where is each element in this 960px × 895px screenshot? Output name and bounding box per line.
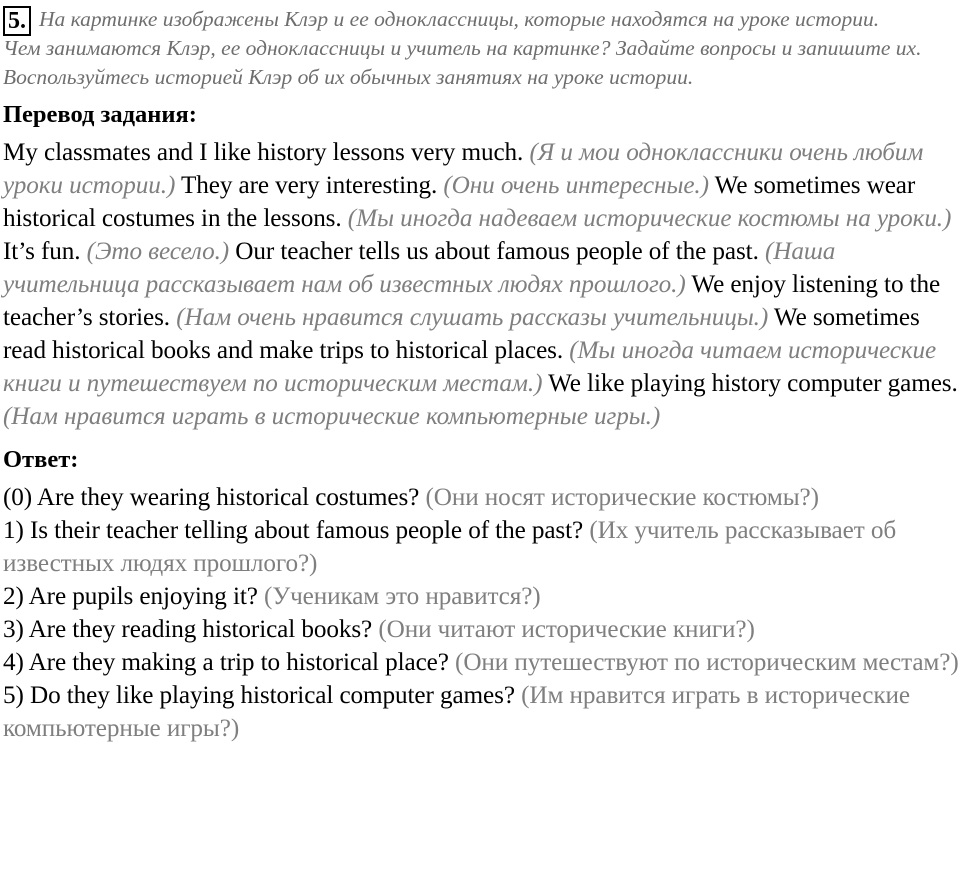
translation-ru-4: (Наша учительница рассказывает нам об известных людях прошлого.) <box>3 238 836 298</box>
translation-en-0: My classmates and I like history lessons very much. <box>3 139 524 166</box>
answer-en-3: 3) Are they reading historical books? <box>3 616 373 643</box>
answer-en-1: 1) Is their teacher telling about famous people of the past? <box>3 517 584 544</box>
answer-en-4: 4) Are they making a trip to historical place? <box>3 649 449 676</box>
translation-ru-0: (Я и мои одноклассники очень любим уроки истории.) <box>3 139 924 199</box>
answer-en-0: (0) Are they wearing historical costumes? <box>3 484 420 511</box>
translation-en-7: We like playing history computer games. <box>548 370 958 397</box>
answer-item-1 <box>3 514 959 580</box>
translation-ru-7: (Нам нравится играть в исторические компьютерные игры.) <box>3 403 661 430</box>
answer-item-2 <box>3 580 959 613</box>
answer-heading: Ответ: <box>3 446 79 473</box>
answer-item-5 <box>3 679 959 745</box>
translation-ru-6: (Мы иногда читаем исторические книги и путешествуем по историческим местам.) <box>3 337 937 397</box>
answer-ru-3: (Они читают исторические книги?) <box>378 616 755 643</box>
translation-ru-3: (Это весело.) <box>86 238 230 265</box>
task-text-part2: Чем занимаются Клэр, ее одноклассницы и учитель на картинке? Задайте вопросы и запишите их. Воспользуйтесь историей Клэр об их обычных занятиях на уроке истории. <box>3 36 922 89</box>
translation-en-1: They are very interesting. <box>180 172 438 199</box>
answer-list <box>3 481 959 745</box>
answer-item-4 <box>3 646 959 679</box>
task-text-part1: На картинке изображены Клэр и ее одноклассницы, которые находятся на уроке истории. <box>39 7 880 31</box>
answer-ru-0: (Они носят исторические костюмы?) <box>425 484 819 511</box>
answer-item-0 <box>3 481 959 514</box>
answer-en-2: 2) Are pupils enjoying it? <box>3 583 258 610</box>
translation-ru-5: (Нам очень нравится слушать рассказы учительницы.) <box>176 304 769 331</box>
task-number-badge: 5. <box>3 6 31 36</box>
answer-ru-2: (Ученикам это нравится?) <box>264 583 541 610</box>
answer-ru-4: (Они путешествуют по историческим местам?) <box>455 649 959 676</box>
answer-en-5: 5) Do they like playing historical computer games? <box>3 682 515 709</box>
task-instruction <box>3 4 959 92</box>
translation-en-2: We sometimes wear historical costumes in the lessons. <box>3 172 916 232</box>
translation-en-3: It’s fun. <box>3 238 81 265</box>
translation-en-4: Our teacher tells us about famous people of the past. <box>235 238 759 265</box>
answer-ru-5: (Им нравится играть в исторические компьютерные игры?) <box>3 682 910 742</box>
translation-ru-2: (Мы иногда надеваем исторические костюмы на уроки.) <box>347 205 952 232</box>
answer-ru-1: (Их учитель рассказывает об известных людях прошлого?) <box>3 517 897 577</box>
translation-en-6: We sometimes read historical books and make trips to historical places. <box>3 304 920 364</box>
translation-heading: Перевод задания: <box>3 101 197 128</box>
translation-paragraph <box>3 136 959 433</box>
exercise-page <box>3 4 959 745</box>
answer-item-3 <box>3 613 959 646</box>
translation-ru-1: (Они очень интересные.) <box>443 172 709 199</box>
translation-en-5: We enjoy listening to the teacher’s stories. <box>3 271 941 331</box>
